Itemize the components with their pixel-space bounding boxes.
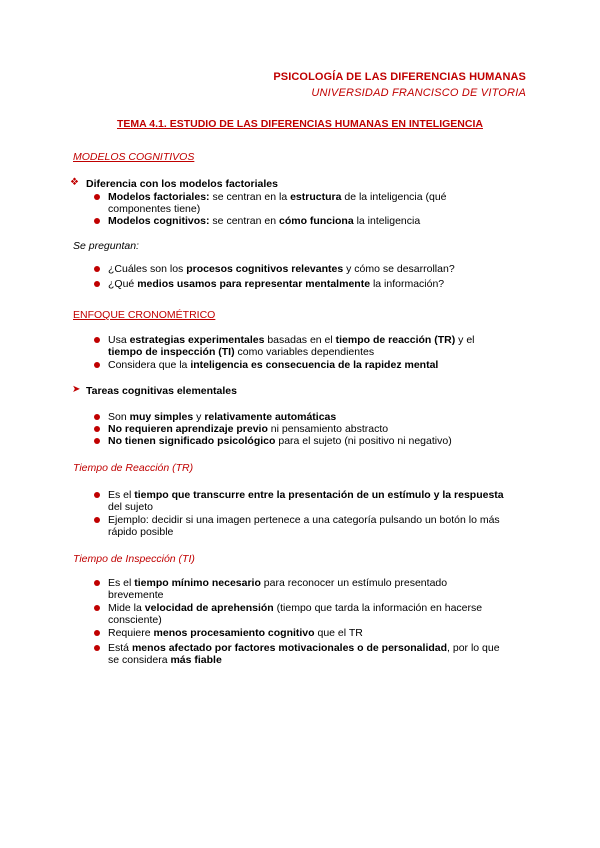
diamond-bullet-icon: ❖ — [70, 177, 79, 188]
bullet-icon — [94, 281, 100, 287]
bullet-icon — [94, 426, 100, 432]
question-2: ¿Qué medios usamos para representar mentalmente la información? — [108, 278, 445, 290]
tr-line-2: Ejemplo: decidir si una imagen pertenece a una categoría pulsando un botón lo más — [108, 514, 500, 526]
section-enfoque-heading: ENFOQUE CRONOMÉTRICO — [73, 309, 216, 321]
ti-line-3: Requiere menos procesamiento cognitivo que el TR — [108, 627, 363, 639]
bullet-icon — [94, 266, 100, 272]
factoriales-line: Modelos factoriales: se centran en la estructura de la inteligencia (qué — [108, 191, 447, 203]
ti-line-4b: se considera más fiable — [108, 654, 222, 666]
bullet-icon — [94, 362, 100, 368]
bullet-icon — [94, 517, 100, 523]
ti-line-1: Es el tiempo mínimo necesario para reconocer un estímulo presentado — [108, 577, 448, 589]
ti-line-1b: brevemente — [108, 589, 164, 601]
bullet-icon — [94, 630, 100, 636]
bullet-icon — [94, 414, 100, 420]
enfoque-line-2: Considera que la inteligencia es consecuencia de la rapidez mental — [108, 359, 439, 371]
bullet-icon — [94, 218, 100, 224]
factoriales-line-2: componentes tiene) — [108, 203, 201, 215]
ti-line-4: Está menos afectado por factores motivacionales o de personalidad, por lo que — [108, 642, 500, 654]
topic-title: TEMA 4.1. ESTUDIO DE LAS DIFERENCIAS HUMANAS EN INTELIGENCIA — [117, 118, 483, 130]
ti-line-2b: consciente) — [108, 614, 162, 626]
diferencia-heading: Diferencia con los modelos factoriales — [86, 178, 278, 190]
ti-line-2: Mide la velocidad de aprehensión (tiempo que tarda la información en hacerse — [108, 602, 483, 614]
bullet-icon — [94, 438, 100, 444]
question-1: ¿Cuáles son los procesos cognitivos relevantes y cómo se desarrollan? — [108, 263, 455, 275]
bullet-icon — [94, 580, 100, 586]
university-name: UNIVERSIDAD FRANCISCO DE VITORIA — [311, 87, 526, 99]
tareas-line-1: Son muy simples y relativamente automáticas — [108, 411, 337, 423]
section-tr-heading: Tiempo de Reacción (TR) — [73, 462, 194, 474]
arrow-bullet-icon: ➤ — [72, 384, 81, 395]
enfoque-line-1: Usa estrategias experimentales basadas en el tiempo de reacción (TR) y el — [108, 334, 475, 346]
tr-line-2b: rápido posible — [108, 526, 174, 538]
tr-line-1b: del sujeto — [108, 501, 153, 513]
tareas-line-2: No requieren aprendizaje previo ni pensamiento abstracto — [108, 423, 389, 435]
tareas-heading: Tareas cognitivas elementales — [86, 385, 237, 397]
bullet-icon — [94, 645, 100, 651]
se-preguntan-label: Se preguntan: — [73, 240, 139, 252]
bullet-icon — [94, 492, 100, 498]
bullet-icon — [94, 605, 100, 611]
tr-line-1: Es el tiempo que transcurre entre la presentación de un estímulo y la respuesta — [108, 489, 504, 501]
section-modelos-heading: MODELOS COGNITIVOS — [73, 151, 195, 163]
section-ti-heading: Tiempo de Inspección (TI) — [73, 553, 195, 565]
tareas-line-3: No tienen significado psicológico para el sujeto (ni positivo ni negativo) — [108, 435, 452, 447]
bullet-icon — [94, 194, 100, 200]
course-title: PSICOLOGÍA DE LAS DIFERENCIAS HUMANAS — [273, 71, 526, 83]
bullet-icon — [94, 337, 100, 343]
cognitivos-line: Modelos cognitivos: se centran en cómo funciona la inteligencia — [108, 215, 421, 227]
enfoque-line-1b: tiempo de inspección (TI) como variables dependientes — [108, 346, 375, 358]
